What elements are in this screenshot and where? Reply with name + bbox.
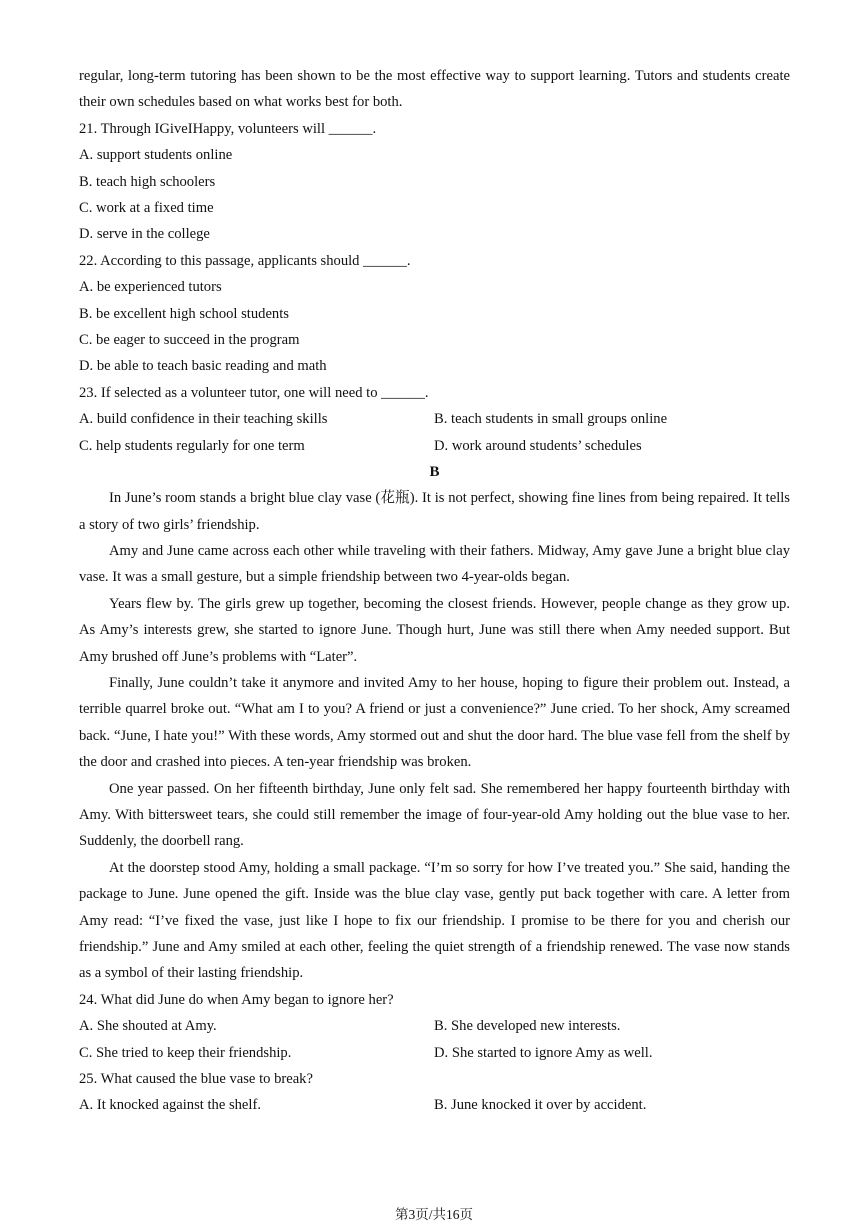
option-b: B. June knocked it over by accident. [434,1097,647,1114]
option-b: B. teach high schoolers [79,173,216,190]
option-d: D. She started to ignore Amy as well. [434,1044,653,1061]
question-22 [79,248,790,380]
option-c: C. She tried to keep their friendship. [79,1044,292,1061]
page-number-footer: 第3页/共16页 [394,1207,473,1222]
option-c: C. work at a fixed time [79,200,214,217]
option-c: C. help students regularly for one term [79,437,305,454]
options-row [79,433,790,459]
passage-paragraph: At the doorstep stood Amy, holding a small package. “I’m so sorry for how I’ve treated you.” She said, handing the package to June. June opened the gift. Inside was the blue clay vase, gently put back together with care. A letter from Amy read: “I’ve fixed the vase, just like I hope to fix our friendship. I promise to be there for you and cherish our friendship.” June and Amy smiled at each other, feeling the quiet strength of a friendship renewed. The vase now stands as a symbol of their lasting friendship. [79,859,790,982]
option-b: B. She developed new interests. [434,1018,621,1035]
question-25 [79,1066,790,1119]
question-stem: 24. What did June do when Amy began to ignore her? [79,991,394,1008]
options-row [79,406,790,432]
question-stem: 22. According to this passage, applicants should ______. [79,252,411,269]
option-d: D. be able to teach basic reading and math [79,358,327,375]
page-content [79,63,790,1119]
question-stem: 25. What caused the blue vase to break? [79,1071,313,1088]
passage-paragraph: Finally, June couldn’t take it anymore and invited Amy to her house, hoping to figure their problem out. Instead, a terrible quarrel broke out. “What am I to you? A friend or just a convenience?” June cried. To her shock, Amy screamed back. “June, I hate you!” With these words, Amy stormed out and shut the door hard. The blue vase fell from the shelf by the door and crashed into pieces. A ten-year friendship was broken. [79,674,790,771]
option-a: A. It knocked against the shelf. [79,1097,261,1114]
intro-paragraph: regular, long-term tutoring has been shown to be the most effective way to support learning. Tutors and students create their own schedules based on what works best for both. [79,68,790,111]
question-24 [79,987,790,1066]
passage-paragraph: In June’s room stands a bright blue clay vase (花瓶). It is not perfect, showing fine lines from being repaired. It tells a story of two girls’ friendship. [79,490,790,533]
option-a: A. be experienced tutors [79,279,222,296]
option-c: C. be eager to succeed in the program [79,332,300,349]
options-row [79,1040,790,1066]
option-d: D. serve in the college [79,226,210,243]
option-a: A. support students online [79,147,233,164]
passage-paragraph: One year passed. On her fifteenth birthday, June only felt sad. She remembered her happy fourteenth birthday with Amy. With bittersweet tears, she could still remember the image of four-year-old Amy holding out the blue vase to her. Suddenly, the doorbell rang. [79,780,790,850]
options-row [79,1092,790,1118]
option-d: D. work around students’ schedules [434,437,642,454]
section-b-passage [79,485,790,987]
passage-paragraph: Years flew by. The girls grew up together, becoming the closest friends. However, people change as they grow up. As Amy’s interests grew, she started to ignore June. Though hurt, June was still there when Amy needed support. But Amy brushed off June’s problems with “Later”. [79,595,790,665]
question-23 [79,380,790,459]
question-stem: 23. If selected as a volunteer tutor, one will need to ______. [79,384,429,401]
question-21 [79,116,790,248]
question-stem: 21. Through IGiveIHappy, volunteers will ______. [79,120,377,137]
option-a: A. build confidence in their teaching skills [79,411,328,428]
option-a: A. She shouted at Amy. [79,1018,217,1035]
passage-paragraph: Amy and June came across each other while traveling with their fathers. Midway, Amy gave June a bright blue clay vase. It was a small gesture, but a simple friendship between two 4-year-olds began. [79,542,790,586]
section-b-title: B [429,464,440,481]
option-b: B. be excellent high school students [79,305,289,322]
options-row [79,1013,790,1039]
option-b: B. teach students in small groups online [434,411,668,428]
